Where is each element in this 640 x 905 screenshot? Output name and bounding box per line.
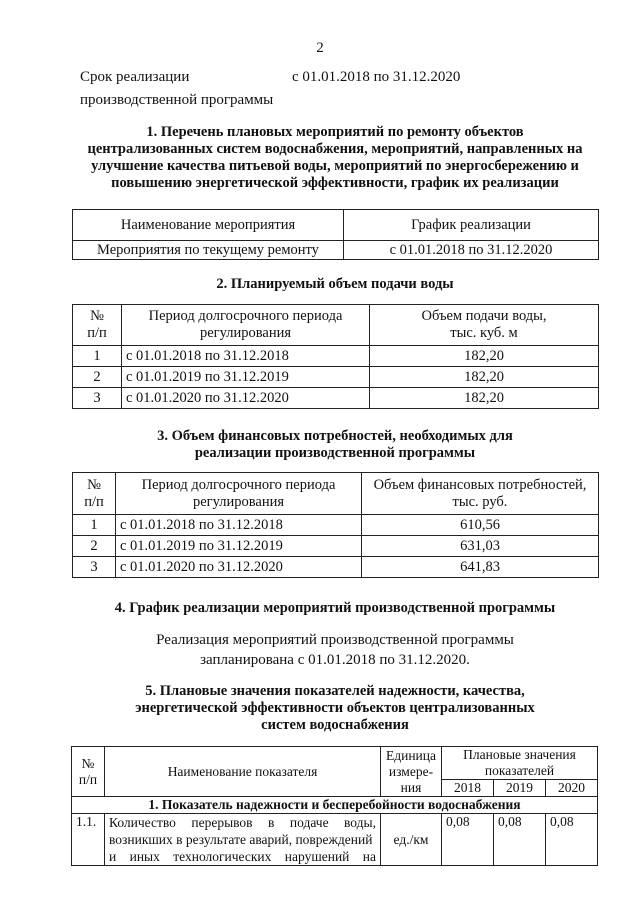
section1-title-line: повышению энергетической эффективности, график их реализации — [111, 175, 559, 191]
row-num: 1.1. — [72, 814, 105, 866]
row-num: 1 — [73, 346, 122, 367]
table-row — [73, 346, 599, 367]
section1-title-line: 1. Перечень плановых мероприятий по ремонту объектов — [146, 124, 524, 140]
header-period-line: Период долгосрочного периода — [148, 308, 343, 324]
table-row — [73, 515, 599, 536]
row-period: с 01.01.2019 по 31.12.2019 — [116, 536, 362, 557]
section4-title: 4. График реализации мероприятий производственной программы — [114, 600, 556, 616]
header-plan-line: показателей — [484, 763, 555, 778]
row-num: 2 — [73, 536, 116, 557]
section5-title-line: систем водоснабжения — [261, 717, 409, 733]
section5-title-line: 5. Плановые значения показателей надежности, качества, — [145, 683, 525, 699]
section1-title-line: улучшение качества питьевой воды, мероприятий по энергосбережению и — [91, 158, 579, 174]
header-unit-line: Единица — [385, 747, 436, 763]
term-label-line2: производственной программы — [80, 92, 274, 108]
header-period — [122, 305, 370, 346]
section4-text — [70, 630, 600, 670]
table-row — [73, 536, 599, 557]
header-financial — [362, 473, 599, 515]
header-year: 2019 — [494, 780, 546, 797]
row-indicator-line: возникших в результате аварий, повреждений — [109, 832, 373, 847]
section2-title: 2. Планируемый объем подачи воды — [216, 276, 454, 292]
group-title: 1. Показатель надежности и бесперебойности водоснабжения — [72, 797, 598, 814]
row-value-2018: 0,08 — [442, 814, 494, 866]
section3-title-line: реализации производственной программы — [194, 445, 476, 461]
row-value-2019: 0,08 — [494, 814, 546, 866]
header-num — [73, 305, 122, 346]
table-row — [73, 367, 599, 388]
header-financial-line: тыс. руб. — [452, 493, 508, 510]
row-value: 182,20 — [370, 346, 599, 367]
table-row — [73, 241, 599, 260]
section4-text-line: запланирована с 01.01.2018 по 31.12.2020. — [200, 652, 470, 668]
row-num: 1 — [73, 515, 116, 536]
header-volume-line: Объем подачи воды, — [421, 308, 547, 324]
header-period-line: Период долгосрочного периода — [141, 476, 336, 493]
header-num — [73, 473, 116, 515]
section3-title-line: 3. Объем финансовых потребностей, необходимых для — [157, 428, 513, 444]
header-year: 2018 — [442, 780, 494, 797]
term-label — [80, 66, 273, 112]
header-unit — [381, 747, 442, 797]
table-row — [73, 557, 599, 578]
section1-table — [72, 209, 599, 260]
row-value-2020: 0,08 — [546, 814, 598, 866]
row-indicator-name — [105, 814, 381, 866]
header-volume — [370, 305, 599, 346]
group-row — [72, 797, 598, 814]
header-unit-line: ния — [400, 779, 422, 795]
header-indicator-name: Наименование показателя — [105, 747, 381, 797]
row-num: 2 — [73, 367, 122, 388]
section5-title-line: энергетической эффективности объектов централизованных — [135, 700, 535, 716]
row-num: 3 — [73, 557, 116, 578]
term-label-line1: Срок реализации — [80, 69, 190, 85]
header-schedule: График реализации — [344, 210, 599, 241]
header-num-line: п/п — [78, 771, 98, 787]
section3-table — [72, 472, 599, 578]
section4-text-line: Реализация мероприятий производственной программы — [156, 632, 514, 648]
row-unit: ед./км — [381, 814, 442, 866]
section2-table — [72, 304, 599, 409]
table-header-row — [72, 747, 598, 780]
row-value: 182,20 — [370, 367, 599, 388]
table-header-row — [73, 473, 599, 515]
header-unit-line: измере- — [388, 763, 434, 779]
row-period: с 01.01.2020 по 31.12.2020 — [116, 557, 362, 578]
schedule-cell: с 01.01.2018 по 31.12.2020 — [344, 241, 599, 260]
row-indicator-line: Количество перерывов в подаче воды, — [109, 815, 376, 830]
header-num-line: № — [81, 755, 95, 771]
table-row — [72, 814, 598, 866]
header-num-line: № — [87, 476, 101, 493]
section5-title — [70, 683, 600, 734]
term-value: с 01.01.2018 по 31.12.2020 — [292, 69, 461, 85]
row-indicator-line: и иных технологических нарушений на — [109, 849, 376, 864]
header-period-line: регулирования — [199, 325, 292, 341]
header-period-line: регулирования — [192, 493, 285, 510]
event-name-cell: Мероприятия по текущему ремонту — [73, 241, 344, 260]
table-header-row — [73, 210, 599, 241]
row-num: 3 — [73, 388, 122, 409]
section3-title — [70, 428, 600, 462]
row-period: с 01.01.2019 по 31.12.2019 — [122, 367, 370, 388]
section5-table — [71, 746, 598, 866]
row-value: 641,83 — [362, 557, 599, 578]
row-period: с 01.01.2018 по 31.12.2018 — [122, 346, 370, 367]
row-period: с 01.01.2018 по 31.12.2018 — [116, 515, 362, 536]
table-header-row — [73, 305, 599, 346]
header-event-name: Наименование мероприятия — [73, 210, 344, 241]
header-num — [72, 747, 105, 797]
header-period — [116, 473, 362, 515]
header-num-line: п/п — [87, 325, 107, 341]
row-value: 610,56 — [362, 515, 599, 536]
header-num-line: п/п — [84, 493, 104, 510]
section1-title — [70, 124, 600, 192]
row-period: с 01.01.2020 по 31.12.2020 — [122, 388, 370, 409]
header-volume-line: тыс. куб. м — [450, 325, 518, 341]
page-number: 2 — [316, 40, 324, 56]
header-financial-line: Объем финансовых потребностей, — [373, 476, 587, 493]
header-num-line: № — [90, 308, 104, 324]
header-plan-values — [442, 747, 598, 780]
row-value: 182,20 — [370, 388, 599, 409]
header-plan-line: Плановые значения — [463, 747, 576, 762]
header-year: 2020 — [546, 780, 598, 797]
table-row — [73, 388, 599, 409]
row-value: 631,03 — [362, 536, 599, 557]
section1-title-line: централизованных систем водоснабжения, мероприятий, направленных на — [87, 141, 583, 157]
